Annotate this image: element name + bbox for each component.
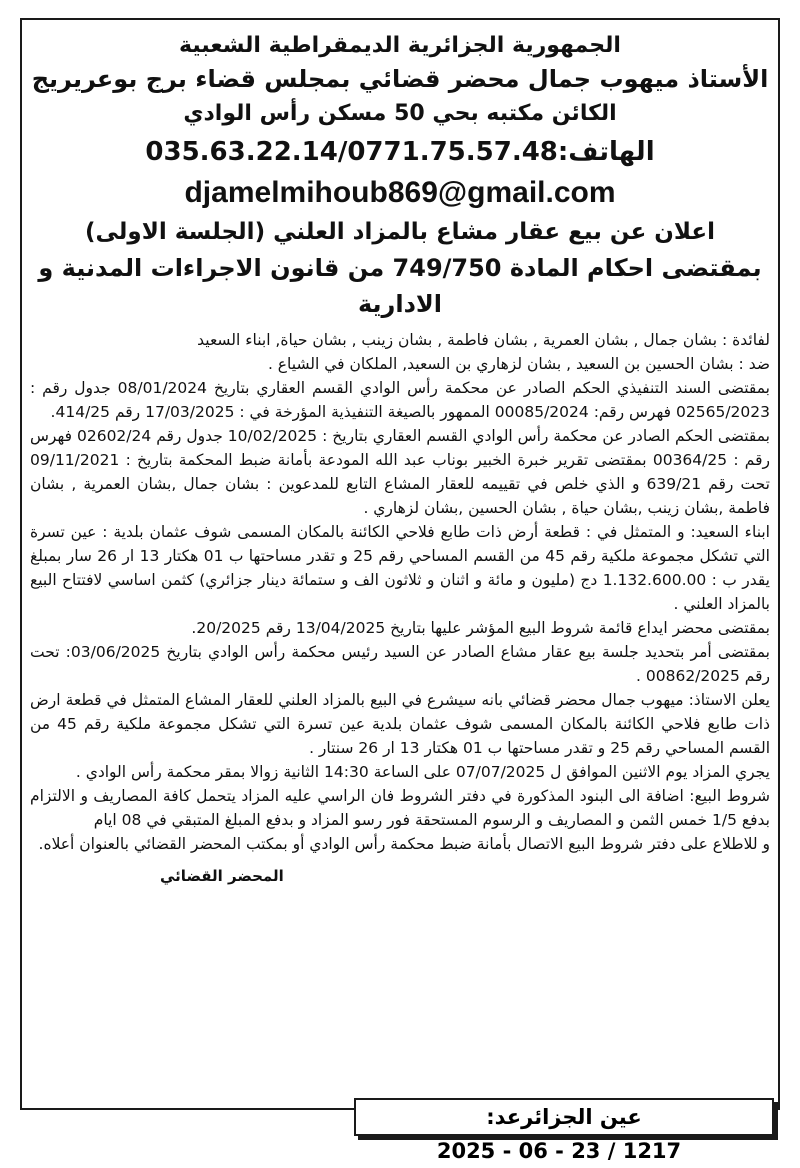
notice-page	[20, 18, 780, 1110]
republic-title: الجمهورية الجزائرية الديمقراطية الشعبية	[179, 33, 621, 58]
contact-paragraph: و للاطلاع على دفتر شروط البيع الاتصال بأمانة ضبط محكمة رأس الوادي أو بمكتب المحضر القضائي بالعنوان أعلاه.	[38, 835, 770, 853]
legal-basis: بمقتضى احكام المادة 749/750 من قانون الاجراءات المدنية و الادارية	[38, 254, 762, 318]
sale-conditions-paragraph: شروط البيع: اضافة الى البنود المذكورة في دفتر الشروط فان الراسي عليه المزاد يتحمل كافة المصاريف و الالتزام بدفع 1/5 خمس الثمن و المصاريف و الرسوم المستحقة فور رسو المزاد و بدفع المبلغ المتبقي في 08 ايام	[30, 787, 770, 829]
phone-numbers: الهاتف:035.63.22.14/0771.75.57.48	[145, 137, 655, 167]
session-order-paragraph: بمقتضى أمر بتحديد جلسة بيع عقار مشاع الصادر عن السيد رئيس محكمة رأس الوادي بتاريخ 03/06/2025: تحت رقم 00862/2025 .	[30, 643, 770, 685]
publication-number: 2025 - 06 - 23 / 1217	[436, 1139, 682, 1163]
judgment-paragraph: بمقتضى الحكم الصادر عن محكمة رأس الوادي القسم العقاري بتاريخ : 10/02/2025 جدول رقم 02602/24 فهرس رقم : 00364/25 بمقتضى تقرير خبرة الخبير بوناب عبد الله المودعة بأمانة ضبط المحكمة بتاريخ : 09/11/2021 تحت رقم 639/21 و الذي خلص في تقييمه للعقار المشاع التابع للمدعوين : بشان جمال ,بشان العمرية , بشان فاطمة ,بشان زينب ,بشان حياة , بشان الحسين ,بشان لزهاري .	[30, 427, 770, 517]
announcement-title: اعلان عن بيع عقار مشاع بالمزاد العلني (الجلسة الاولى)	[85, 219, 715, 245]
publication-label: عين الجزائرعد:	[486, 1105, 642, 1129]
enforcement-title-paragraph: بمقتضى السند التنفيذي الحكم الصادر عن محكمة رأس الوادي القسم العقاري بتاريخ 08/01/2024 جدول رقم : 02565/2023 فهرس رقم: 00085/2024 الممهور بالصيغة التنفيذية المؤرخة في : 17/03/2025 رقم 414/25.	[30, 379, 770, 421]
publication-reference	[354, 1098, 774, 1163]
defendants-paragraph: ضد : بشان الحسين بن السعيد , بشان لزهاري بن السعيد, الملكان في الشياع .	[267, 355, 770, 373]
signature: المحضر القضائي	[160, 867, 284, 885]
notice-body	[22, 328, 778, 888]
auction-announcement-paragraph: يعلن الاستاذ: ميهوب جمال محضر قضائي بانه سيشرع في البيع بالمزاد العلني للعقار المشاع المتمثل في قطعة ارض ذات طابع فلاحي الكائنة بالمكان المسمى شوف عثمان بلدية عين تسرة التي تشكل مجموعة ملكية رقم 45 من القسم المساحي رقم 25 و تقدر مساحتها ب 01 هكتار 13 ار 26 سنتار .	[30, 691, 771, 757]
email-address: djamelmihoub869@gmail.com	[184, 176, 616, 209]
beneficiaries-paragraph: لفائدة : بشان جمال , بشان العمرية , بشان فاطمة , بشان زينب , بشان حياة, ابناء السعيد	[197, 331, 770, 349]
notice-header	[22, 20, 778, 322]
office-address: الكائن مكتبه بحي 50 مسكن رأس الوادي	[183, 101, 617, 126]
bailiff-title: الأستاذ ميهوب جمال محضر قضائي بمجلس قضاء برج بوعريريج	[31, 65, 769, 93]
property-description-paragraph: ابناء السعيد: و المتمثل في : قطعة أرض ذات طابع فلاحي الكائنة بالمكان المسمى شوف عثمان بلدية : عين تسرة التي تشكل مجموعة ملكية رقم 45 من القسم المساحي رقم 25 و تقدر مساحتها ب 01 هكتار 13 ار 26 سار بمبلغ يقدر ب : 1.132.600.00 دج (مليون و مائة و اثنان و ثلاثون الف و ستمائة دينار جزائري) كثمن اساسي لافتتاح البيع بالمزاد العلني .	[30, 523, 770, 613]
auction-date-paragraph: يجري المزاد يوم الاثنين الموافق ل 07/07/2025 على الساعة 14:30 الثانية زوالا بمقر محكمة رأس الوادي .	[75, 763, 770, 781]
conditions-deposit-paragraph: بمقتضى محضر ايداع قائمة شروط البيع المؤشر عليها بتاريخ 13/04/2025 رقم 20/2025.	[191, 619, 770, 637]
